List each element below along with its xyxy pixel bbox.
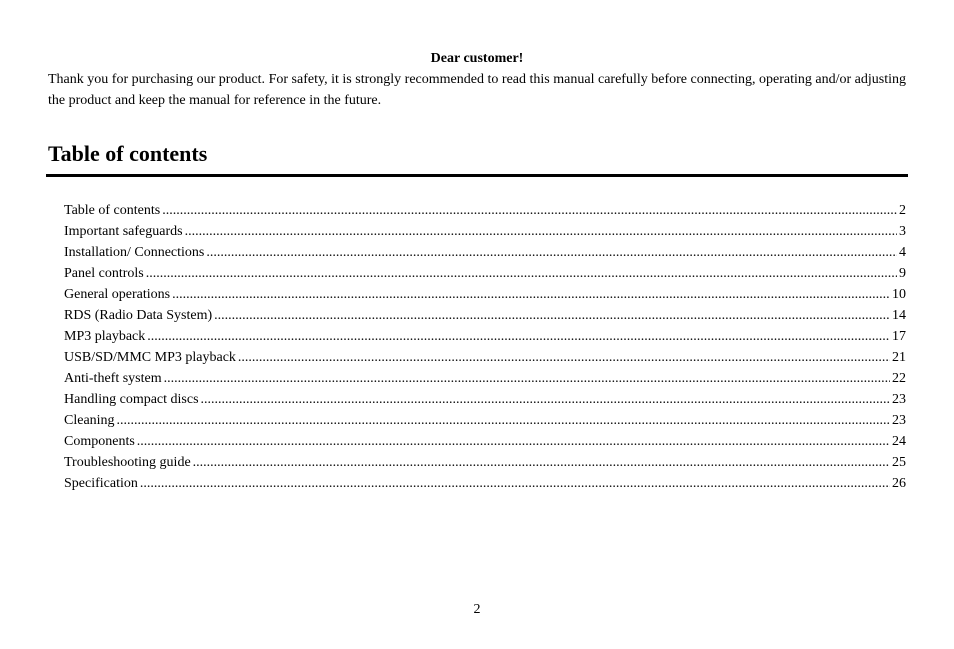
toc-entry[interactable] xyxy=(64,263,906,284)
toc-entry-title: Panel controls xyxy=(64,266,144,281)
toc-entry-page: 23 xyxy=(892,392,906,407)
toc-entry-title: Table of contents xyxy=(64,203,161,218)
toc-leader-dots xyxy=(206,242,897,263)
toc-entry-title: Anti-theft system xyxy=(64,371,162,386)
toc-entry-page: 26 xyxy=(892,476,906,491)
toc-leader-dots xyxy=(137,431,890,452)
toc-entry-page: 3 xyxy=(899,224,906,239)
toc-entry[interactable] xyxy=(64,473,906,494)
toc-entry-title: Handling compact discs xyxy=(64,392,199,407)
toc-entry[interactable] xyxy=(64,347,906,368)
toc-leader-dots xyxy=(164,368,890,389)
toc-leader-dots xyxy=(193,452,890,473)
toc-entry-page: 22 xyxy=(892,371,906,386)
toc-entry-title: Specification xyxy=(64,476,138,491)
toc-entry-page: 9 xyxy=(899,266,906,281)
toc-divider xyxy=(46,174,908,177)
toc-entry[interactable] xyxy=(64,431,906,452)
toc-leader-dots xyxy=(162,200,897,221)
toc-entry-page: 2 xyxy=(899,203,906,218)
toc-entry[interactable] xyxy=(64,200,906,221)
toc-entry-title: USB/SD/MMC MP3 playback xyxy=(64,350,236,365)
toc-entry[interactable] xyxy=(64,221,906,242)
greeting-heading: Dear customer! xyxy=(430,51,524,66)
toc-heading: Table of contents xyxy=(48,141,208,166)
toc-leader-dots xyxy=(201,389,890,410)
toc-entry-page: 24 xyxy=(892,434,906,449)
toc-entry-page: 14 xyxy=(892,308,906,323)
toc-leader-dots xyxy=(172,284,890,305)
toc-leader-dots xyxy=(146,263,897,284)
toc-leader-dots xyxy=(185,221,897,242)
toc-entry[interactable] xyxy=(64,326,906,347)
toc-entry-title: Important safeguards xyxy=(64,224,183,239)
toc-entry-title: General operations xyxy=(64,287,171,302)
toc-list xyxy=(64,200,906,494)
toc-entry-title: Troubleshooting guide xyxy=(64,455,191,470)
toc-leader-dots xyxy=(147,326,890,347)
toc-leader-dots xyxy=(238,347,890,368)
toc-entry-page: 23 xyxy=(892,413,906,428)
toc-entry-title: RDS (Radio Data System) xyxy=(64,308,213,323)
toc-leader-dots xyxy=(140,473,890,494)
toc-entry-page: 17 xyxy=(892,329,906,344)
page-number: 2 xyxy=(473,602,481,617)
toc-leader-dots xyxy=(214,305,890,326)
toc-entry[interactable] xyxy=(64,452,906,473)
toc-entry[interactable] xyxy=(64,389,906,410)
toc-entry-page: 10 xyxy=(892,287,906,302)
toc-entry-page: 25 xyxy=(892,455,906,470)
toc-leader-dots xyxy=(117,410,890,431)
toc-entry-title: MP3 playback xyxy=(64,329,146,344)
toc-entry[interactable] xyxy=(64,305,906,326)
toc-entry[interactable] xyxy=(64,284,906,305)
toc-entry[interactable] xyxy=(64,410,906,431)
toc-entry-page: 21 xyxy=(892,350,906,365)
toc-entry-page: 4 xyxy=(899,245,906,260)
toc-entry[interactable] xyxy=(64,242,906,263)
toc-entry-title: Cleaning xyxy=(64,413,115,428)
toc-entry-title: Components xyxy=(64,434,135,449)
toc-entry[interactable] xyxy=(64,368,906,389)
toc-entry-title: Installation/ Connections xyxy=(64,245,205,260)
intro-paragraph: Thank you for purchasing our product. For safety, it is strongly recommended to read this manual carefully before connecting, operating and/or adjusting the product and keep the manual for reference in the future. xyxy=(48,72,906,108)
